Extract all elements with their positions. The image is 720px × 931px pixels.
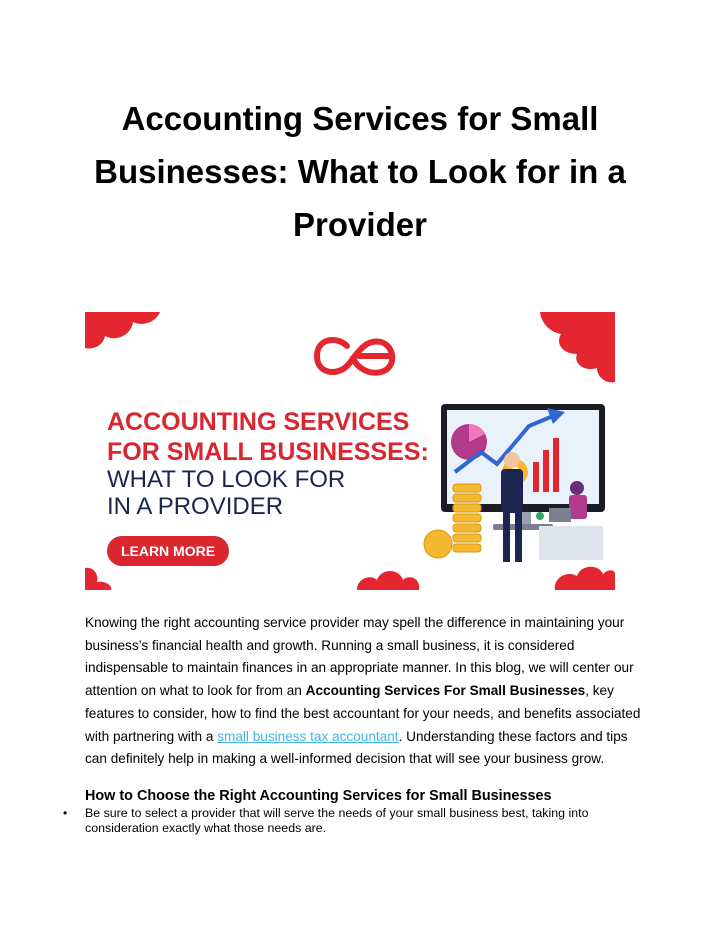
tax-accountant-link[interactable]: small business tax accountant <box>217 728 399 744</box>
learn-more-button[interactable] <box>107 536 229 566</box>
learn-more-button-label: LEARN MORE <box>120 543 216 559</box>
banner-subheading-line1: WHAT TO LOOK FOR <box>107 466 346 493</box>
intro-text-part1: Knowing the right accounting service provider may spell the difference in maintaining your business’s financial health and growth. Running a small business, it is considered indispensable to maintain finances in an appropriate manner. In this blog, we will center our attention on what to look for from an <box>85 615 634 699</box>
hero-banner <box>85 312 615 590</box>
section-heading: How to Choose the Right Accounting Services for Small Businesses <box>85 788 552 804</box>
banner-heading-line1: ACCOUNTING SERVICES <box>107 408 410 436</box>
cloud-decoration-top-left <box>85 312 160 349</box>
tips-list <box>60 806 660 836</box>
cloud-decoration-bottom <box>85 567 615 590</box>
bullet-icon: • <box>63 806 68 820</box>
list-item-text: Be sure to select a provider that will serve the needs of your small business best, taking into consideration exactly what those needs are. <box>85 806 589 835</box>
intro-paragraph <box>85 612 645 771</box>
banner-heading-line2: FOR SMALL BUSINESSES: <box>107 438 429 466</box>
banner-subheading-line2: IN A PROVIDER <box>107 493 284 520</box>
intro-text-part2: , key features to consider, how to find the best accountant for your needs, and benefits associated with partnering with a <box>85 683 641 744</box>
list-item <box>60 806 660 836</box>
cloud-decoration-top-right <box>540 312 615 382</box>
banner-illustration <box>85 312 615 590</box>
intro-bold-keyword: Accounting Services For Small Businesses <box>305 683 586 699</box>
page-title: Accounting Services for Small Businesses: What to Look for in a Provider <box>94 100 626 243</box>
intro-text-part3: . Understanding these factors and tips can definitely help in making a well-informed decision that will see your business grow. <box>85 728 628 767</box>
brand-logo <box>317 340 392 373</box>
